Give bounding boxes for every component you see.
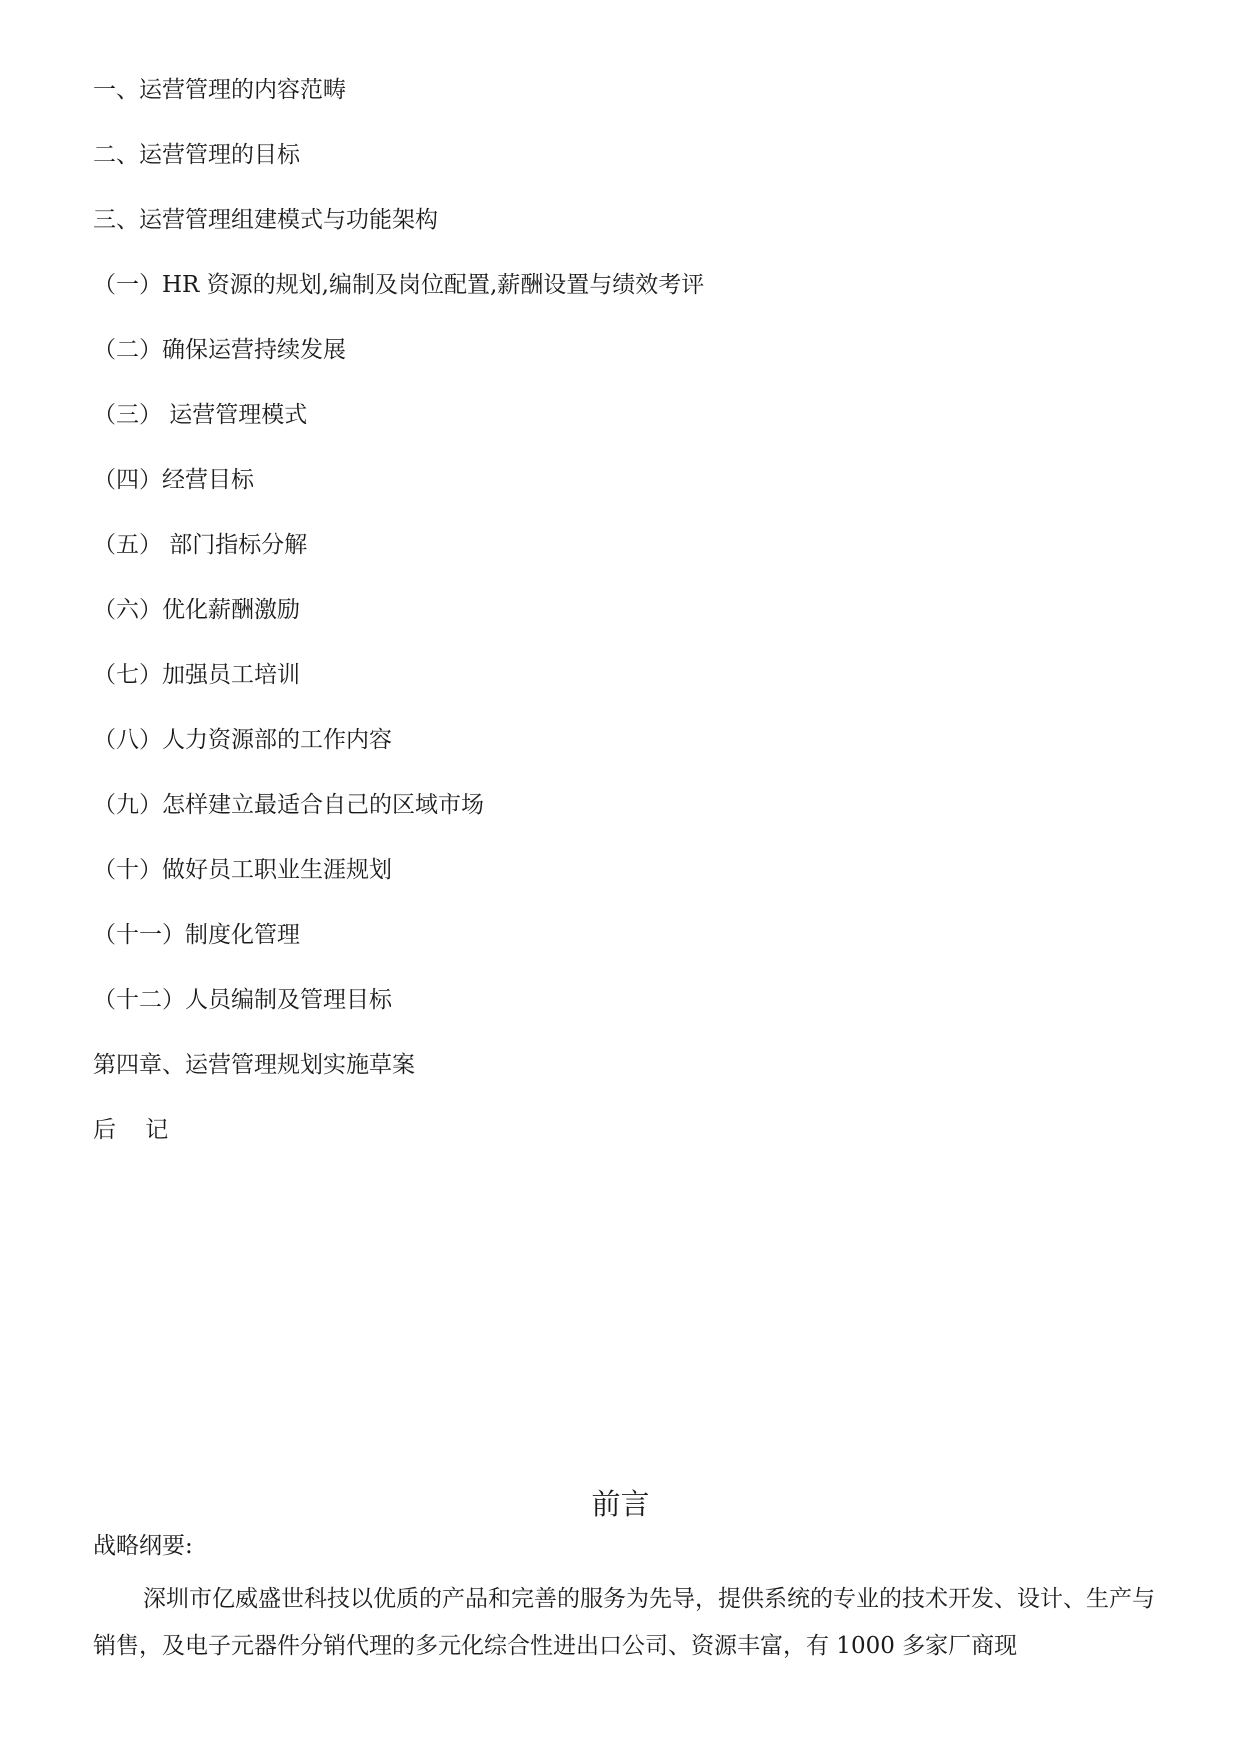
preface-paragraph: 深圳市亿威盛世科技以优质的产品和完善的服务为先导，提供系统的专业的技术开发、设计、生产与销售，及电子元器件分销代理的多元化综合性进出口公司、资源丰富，有 1000 多家厂商现 <box>93 1586 1155 1659</box>
toc-item-3-3: （三） 运营管理模式 <box>93 402 308 428</box>
toc-item-3-10: （十）做好员工职业生涯规划 <box>93 857 392 883</box>
toc-item-chapter-4: 第四章、运营管理规划实施草案 <box>93 1052 415 1078</box>
toc-item-afterword: 后 记 <box>93 1117 169 1143</box>
preface-title: 前言 <box>591 1487 650 1521</box>
toc-item-3-5: （五） 部门指标分解 <box>93 532 308 558</box>
toc-item-3-7: （七）加强员工培训 <box>93 662 300 688</box>
toc-item-3-6: （六）优化薪酬激励 <box>93 597 300 623</box>
toc-item-3-1: （一）HR 资源的规划,编制及岗位配置,薪酬设置与绩效考评 <box>93 272 705 298</box>
toc-item-3-9: （九）怎样建立最适合自己的区域市场 <box>93 792 484 818</box>
toc-item-2: 二、运营管理的目标 <box>93 142 300 168</box>
toc-item-3-12: （十二）人员编制及管理目标 <box>93 987 392 1013</box>
toc-item-3-8: （八）人力资源部的工作内容 <box>93 727 392 753</box>
toc-item-3-2: （二）确保运营持续发展 <box>93 337 346 363</box>
toc-item-3: 三、运营管理组建模式与功能架构 <box>93 207 438 233</box>
table-of-contents <box>93 78 1153 1183</box>
toc-item-3-4: （四）经营目标 <box>93 467 254 493</box>
toc-item-3-11: （十一）制度化管理 <box>93 922 300 948</box>
strategy-summary-label: 战略纲要: <box>93 1533 193 1559</box>
toc-item-1: 一、运营管理的内容范畴 <box>93 77 346 103</box>
